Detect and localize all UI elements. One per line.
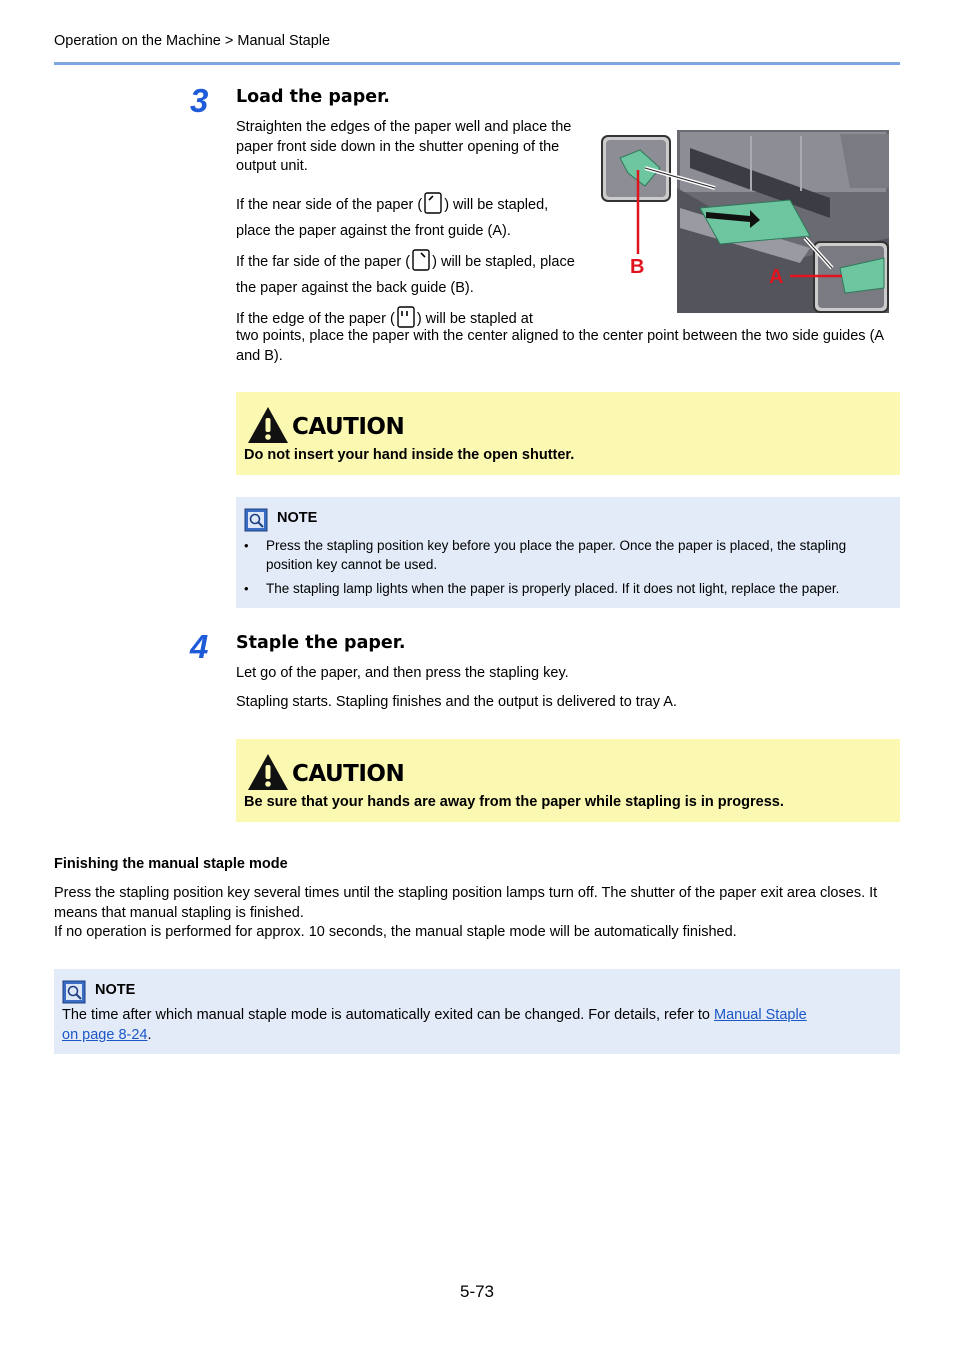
note-icon [244, 508, 268, 537]
note-icon [62, 980, 86, 1009]
note-box-2 [54, 969, 900, 1054]
paper-loading-figure [600, 128, 892, 316]
step-3-para-4-before: If the edge of the paper ( [236, 311, 395, 327]
warning-triangle-icon [246, 752, 290, 797]
finishing-para-1: Press the stapling position key several times until the stapling position lamps turn off. The shutter of the paper exit area closes. It means that manual stapling is finished. [54, 885, 878, 921]
step-3-para-3-after: ) will be stapled, place the paper against the back guide (B). [236, 254, 575, 296]
step-3-para-4-continued: two points, place the paper with the center aligned to the center point between the two side guides (A and B). [236, 328, 884, 364]
figure-label-a: A [769, 266, 784, 288]
note-2-text-before: The time after which manual staple mode is automatically exited can be changed. For details, refer to [62, 1007, 715, 1023]
bullet-symbol: • [244, 538, 249, 553]
header-divider [54, 62, 900, 65]
step-3-para-1: Straighten the edges of the paper well and place the paper front side down in the shutter opening of the output unit. [236, 119, 572, 174]
staple-near-side-icon [423, 191, 443, 222]
warning-triangle-icon [246, 405, 290, 450]
step-4-number: 4 [190, 628, 209, 665]
step-4-para-2: Stapling starts. Stapling finishes and the output is delivered to tray A. [236, 694, 677, 710]
finishing-para-2: If no operation is performed for approx. 10 seconds, the manual staple mode will be automatically finished. [54, 924, 737, 940]
section-heading: Finishing the manual staple mode [54, 856, 288, 872]
caution-box-1 [236, 392, 900, 475]
step-3-title: Load the paper. [236, 87, 390, 107]
figure-label-b: B [630, 256, 645, 278]
caution-label-2: CAUTION [292, 761, 405, 787]
step-4-title: Staple the paper. [236, 633, 406, 653]
manual-staple-page-link[interactable]: on page 8-24 [62, 1026, 148, 1043]
breadcrumb: Operation on the Machine > Manual Staple [54, 33, 331, 49]
note-2-text-after: . [147, 1026, 152, 1043]
page-number: 5-73 [459, 1282, 495, 1301]
step-3-para-2 [236, 191, 586, 241]
step-3-para-4-after: ) will be stapled at [416, 311, 533, 327]
step-3-number: 3 [190, 82, 209, 119]
note-2-text [62, 1006, 892, 1045]
note-label-2: NOTE [95, 982, 136, 998]
caution-box-2 [236, 739, 900, 822]
manual-staple-link[interactable]: Manual Staple [714, 1007, 807, 1023]
step-4-para-1: Let go of the paper, and then press the stapling key. [236, 665, 569, 681]
note-1-bullet-1: Press the stapling position key before you place the paper. Once the paper is placed, the stapling position key cannot be used. [266, 538, 847, 572]
note-1-bullet-2: The stapling lamp lights when the paper is properly placed. If it does not light, replace the paper. [266, 581, 840, 596]
caution-label-1: CAUTION [292, 414, 405, 440]
step-3-para-3 [236, 248, 586, 298]
note-label-1: NOTE [277, 510, 318, 526]
note-box-1 [236, 497, 900, 608]
step-3-para-2-before: If the near side of the paper ( [236, 197, 423, 213]
step-3-para-3-before: If the far side of the paper ( [236, 254, 411, 270]
staple-far-side-icon [411, 248, 431, 279]
step-3-para-2-after: ) will be stapled, place the paper against the front guide (A). [236, 197, 549, 239]
caution-text-2: Be sure that your hands are away from the paper while stapling is in progress. [244, 794, 784, 810]
caution-text-1: Do not insert your hand inside the open shutter. [244, 447, 575, 463]
bullet-symbol: • [244, 581, 249, 596]
